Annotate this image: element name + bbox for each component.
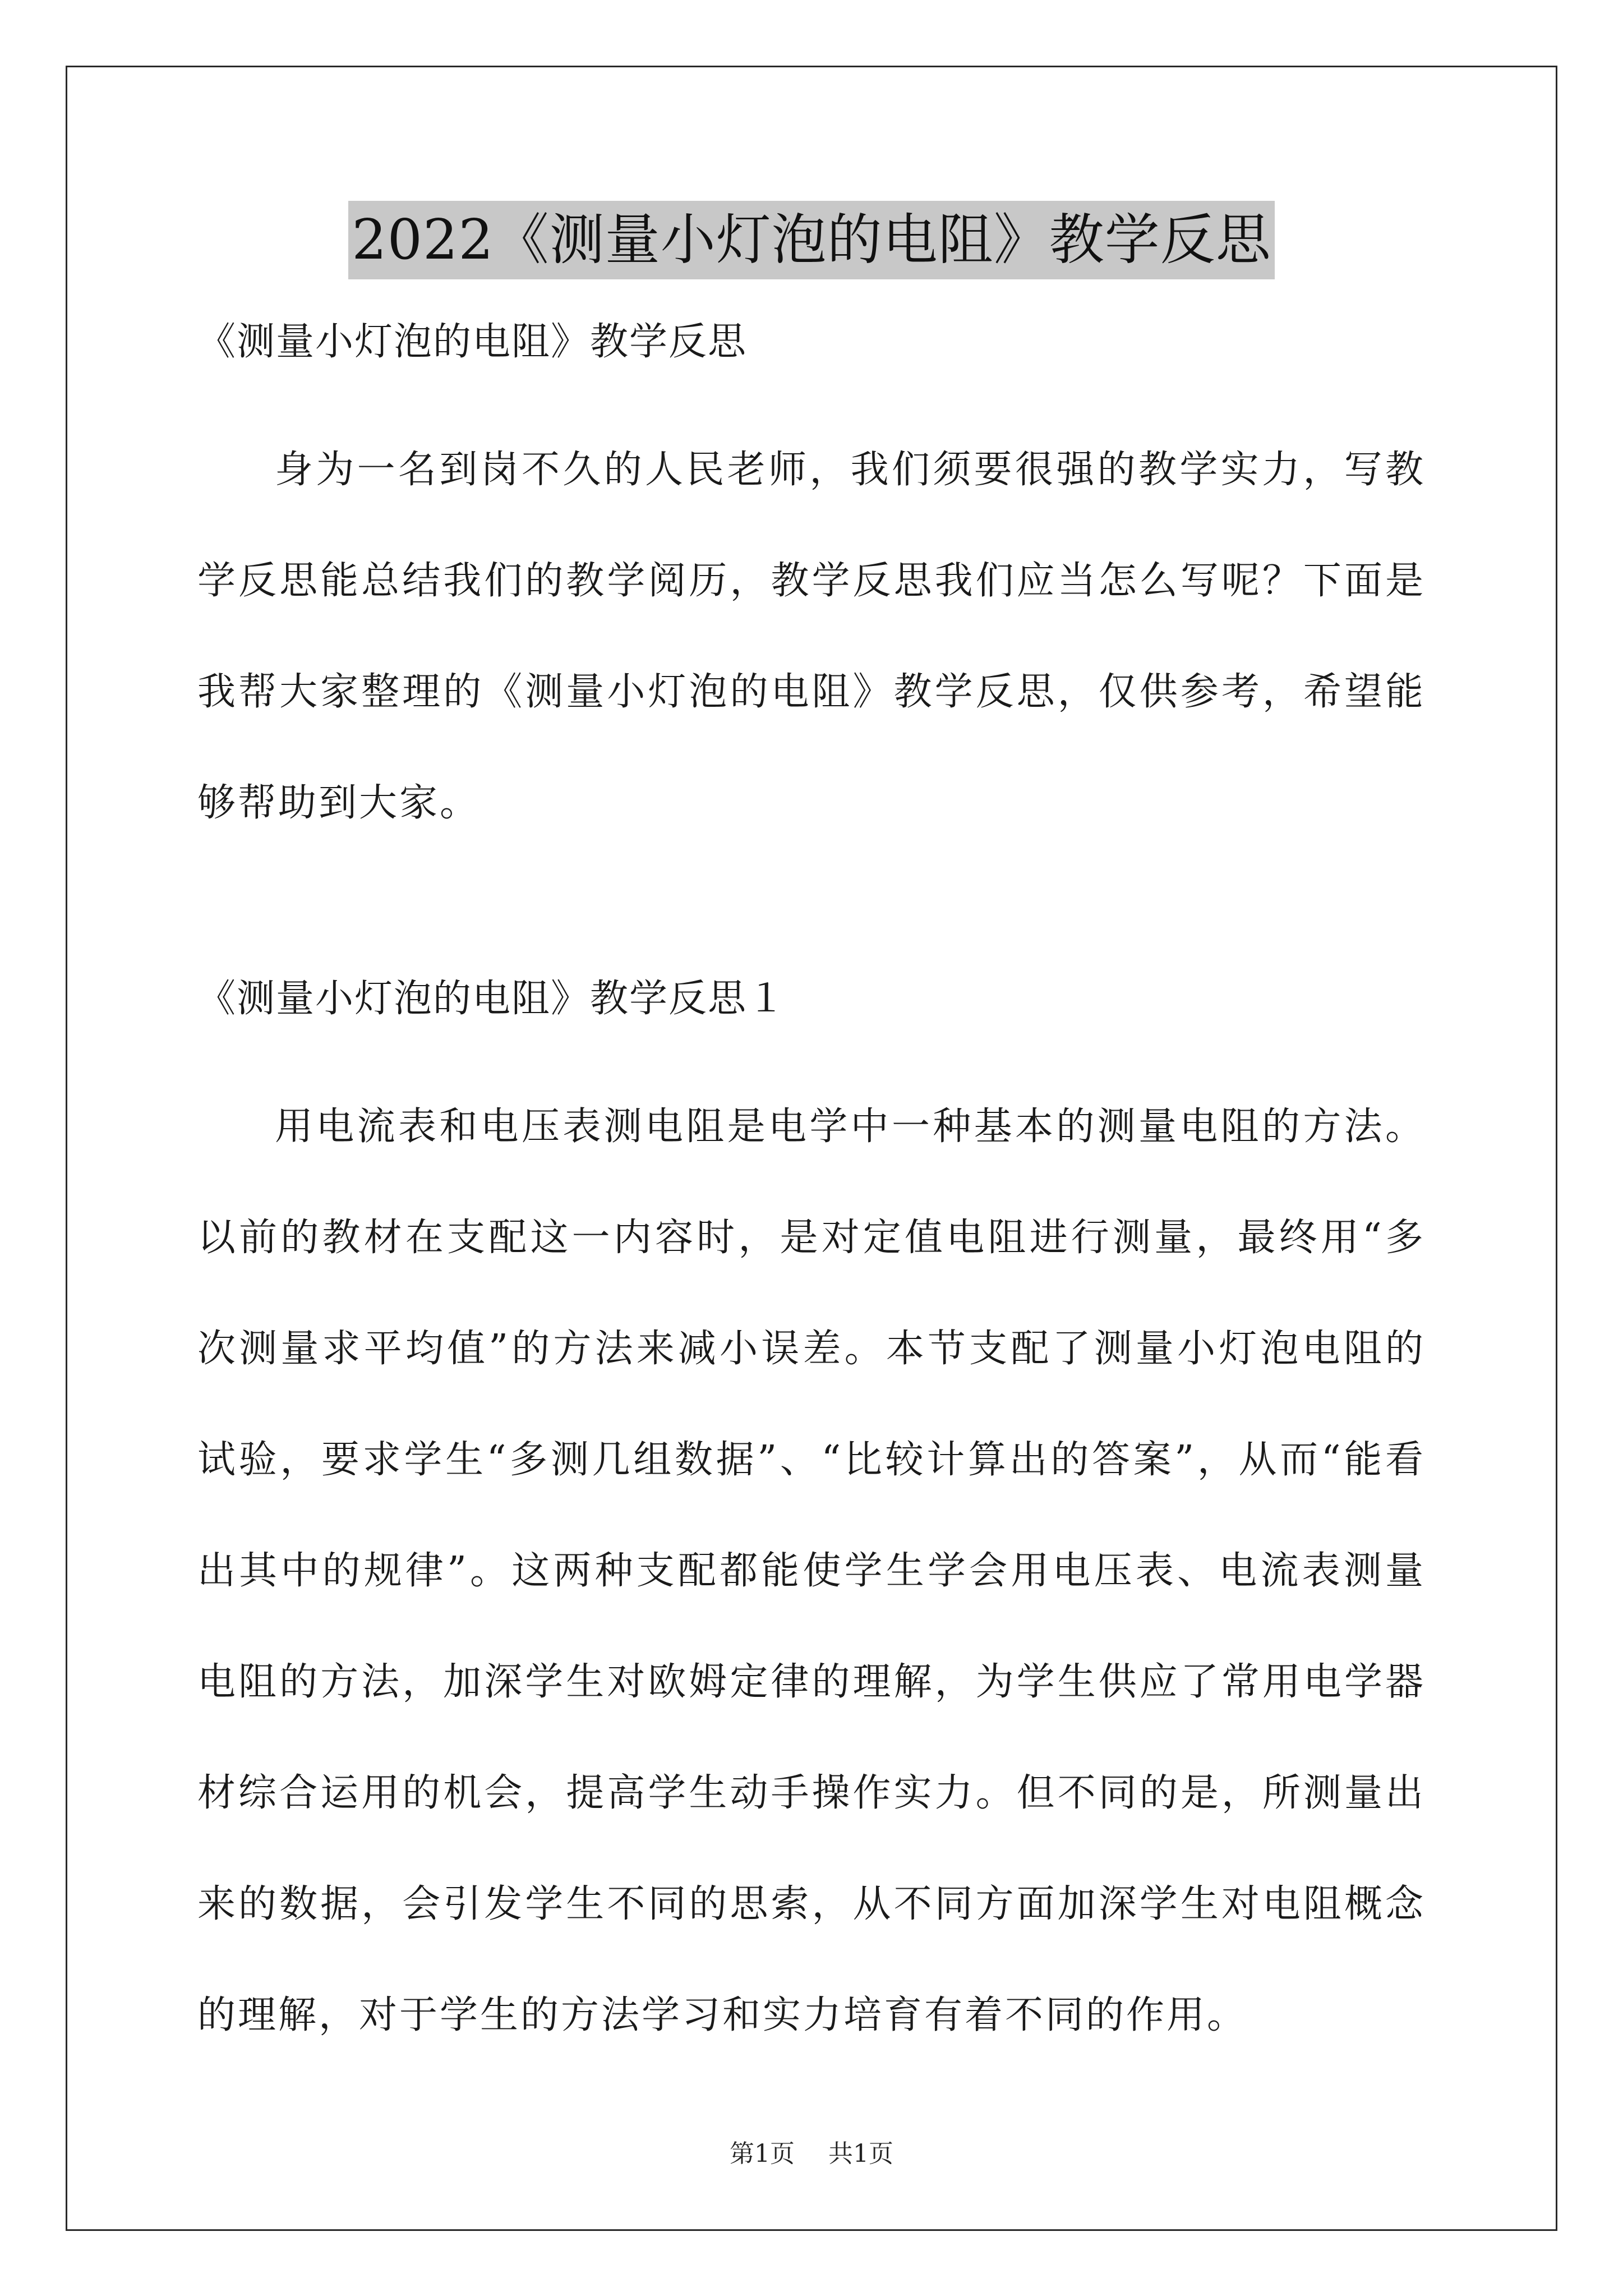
page-footer [0,2137,1623,2171]
title-container [0,201,1623,279]
document-title: 2022《测量小灯泡的电阻》教学反思 [348,201,1274,279]
section-paragraph: 身为一名到岗不久的人民老师，我们须要很强的教学实力，写教学反思能总结我们的教学阅历，教学反思我们应当怎么写呢？下面是我帮大家整理的《测量小灯泡的电阻》教学反思，仅供参考，希望能够帮助到大家。 [197,448,1426,825]
document-body [197,314,1426,2071]
page-number: 第1页 [730,2139,795,2168]
section-paragraph: 用电流表和电压表测电阻是电学中一种基本的测量电阻的方法。以前的教材在支配这一内容时，是对定值电阻进行测量，最终用“多次测量求平均值”的方法来减小误差。本节支配了测量小灯泡电阻的试验，要求学生“多测几组数据”、“比较计算出的答案”，从而“能看出其中的规律”。这两种支配都能使学生学会用电压表、电流表测量电阻的方法，加深学生对欧姆定律的理解，为学生供应了常用电学器材综合运用的机会，提高学生动手操作实力。但不同的是，所测量出来的数据，会引发学生不同的思索，从不同方面加深学生对电阻概念的理解，对于学生的方法学习和实力培育有着不同的作用。 [197,1105,1426,2037]
section-heading: 《测量小灯泡的电阻》教学反思 [197,320,748,364]
page-total: 共1页 [828,2139,893,2168]
section-heading: 《测量小灯泡的电阻》教学反思１ [197,977,787,1021]
